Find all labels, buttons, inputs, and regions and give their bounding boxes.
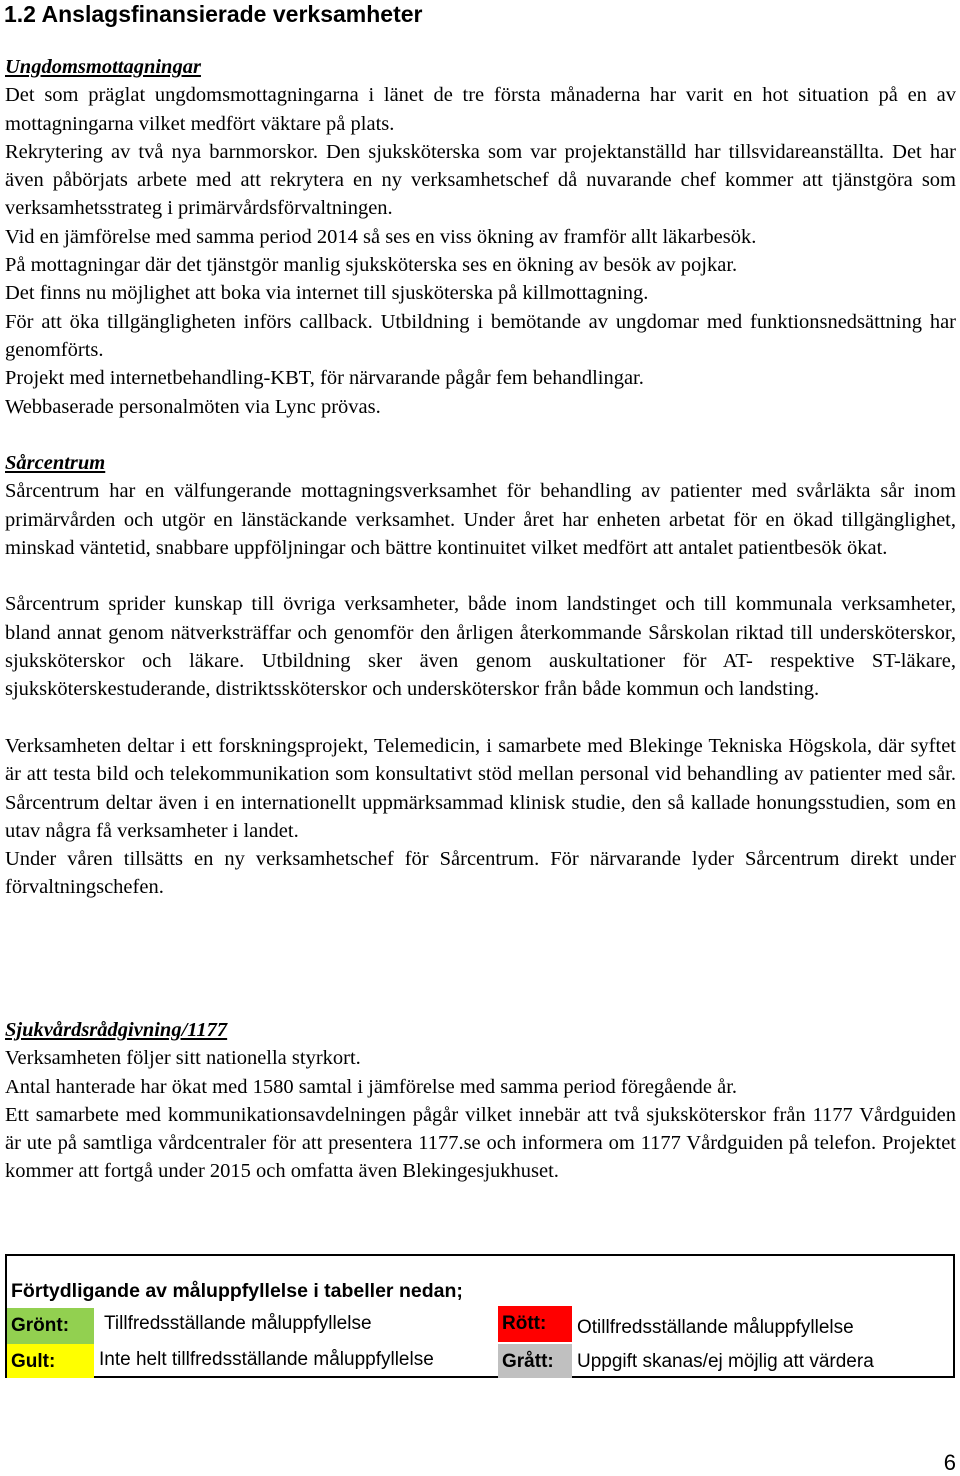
paragraph: För att öka tillgängligheten införs callback. Utbildning i bemötande av ungdomar med funktionsnedsättning har genomförts. xyxy=(5,310,956,361)
paragraph: Vid en jämförelse med samma period 2014 så ses en viss ökning av framför allt läkarbesök. xyxy=(5,225,757,248)
legend-title: Förtydligande av måluppfyllelse i tabeller nedan; xyxy=(11,1280,463,1302)
section-sarcentrum xyxy=(5,449,956,902)
section-sjukvardsradgivning xyxy=(5,1016,956,1186)
page-heading: 1.2 Anslagsfinansierade verksamheter xyxy=(4,1,423,27)
paragraph: Verksamheten följer sitt nationella styrkort. xyxy=(5,1047,361,1070)
legend-text-yellow: Inte helt tillfredsställande måluppfyllelse xyxy=(99,1349,434,1370)
legend-text-red: Otillfredsställande måluppfyllelse xyxy=(577,1317,854,1338)
section-title: Ungdomsmottagningar xyxy=(5,56,201,78)
legend-text-gray: Uppgift skanas/ej möjlig att värdera xyxy=(577,1351,874,1372)
section-ungdomsmottagningar xyxy=(5,53,956,421)
legend-swatch-yellow: Gult: xyxy=(7,1344,94,1378)
page-number: 6 xyxy=(943,1450,956,1475)
paragraph: Projekt med internetbehandling-KBT, för närvarande pågår fem behandlingar. xyxy=(5,367,644,390)
legend-box xyxy=(5,1254,955,1378)
section-title: Sårcentrum xyxy=(5,452,106,474)
paragraph: Under våren tillsätts en ny verksamhetschef för Sårcentrum. För närvarande lyder Sårcentrum direkt under förvaltningschefen. xyxy=(5,848,956,899)
legend-swatch-green: Grönt: xyxy=(7,1308,94,1344)
paragraph: Det finns nu möjlighet att boka via internet till sjusköterska på killmottagning. xyxy=(5,282,649,305)
paragraph: Sårcentrum har en välfungerande mottagningsverksamhet för behandling av patienter med svårläkta sår inom primärvården och utgör en länstäckande verksamhet. Under året har enheten arbetat för en ökad tillgänglighet, minskad väntetid, snabbare uppföljningar och bättre kontinuitet vilket medfört att antalet patientbesök ökat. xyxy=(5,480,956,559)
paragraph: Rekrytering av två nya barnmorskor. Den sjuksköterska som var projektanställd har tillsvidareanställta. Det har även påbörjats arbete med att rekrytera en ny verksamhetschef då nuvarande chef kommer att tjänstgöra som verksamhetsstrateg i primärvårdsförvaltningen. xyxy=(5,140,956,220)
legend-text-green: Tillfredsställande måluppfyllelse xyxy=(104,1313,372,1334)
paragraph: Webbaserade personalmöten via Lync prövas. xyxy=(5,395,381,418)
paragraph: Det som präglat ungdomsmottagningarna i länet de tre första månaderna har varit en hot situation på en av mottagningarna vilket medfört väktare på plats. xyxy=(5,84,956,135)
paragraph: Verksamheten deltar i ett forskningsprojekt, Telemedicin, i samarbete med Blekinge Tekniska Högskola, där syftet är att testa bild och telekommunikation som konsultativt stöd mellan personal vid behandling av patienter med sår. Sårcentrum deltar även i en internationellt uppmärksammad klinisk studie, den så kallade honungsstudien, som en utav några få verksamheter i landet. xyxy=(5,734,956,842)
paragraph: På mottagningar där det tjänstgör manlig sjuksköterska ses en ökning av besök av pojkar. xyxy=(5,254,738,277)
paragraph: Sårcentrum sprider kunskap till övriga verksamheter, både inom landstinget och till kommunala verksamheter, bland annat genom nätverksträffar och genomför den årligen återkommande Sårskolan riktad till undersköterskor, sjuksköterskor och läkare. Utbildning sker även genom auskultationer för AT- respektive ST-läkare, sjuksköterskestuderande, distriktssköterskor och undersköterskor från både kommun och landsting. xyxy=(5,593,956,701)
section-title: Sjukvårdsrådgivning/1177 xyxy=(5,1019,228,1041)
paragraph: Antal hanterade har ökat med 1580 samtal i jämförelse med samma period föregående år. xyxy=(5,1075,738,1098)
paragraph: Ett samarbete med kommunikationsavdelningen pågår vilket innebär att två sjuksköterskor från 1177 Vårdguiden är ute på samtliga vårdcentraler för att presentera 1177.se och informera om 1177 Vårdguiden på telefon. Projektet kommer att fortgå under 2015 och omfatta även Blekingesjukhuset. xyxy=(5,1103,956,1183)
legend-swatch-gray: Grått: xyxy=(498,1344,572,1378)
legend-swatch-red: Rött: xyxy=(498,1306,572,1342)
